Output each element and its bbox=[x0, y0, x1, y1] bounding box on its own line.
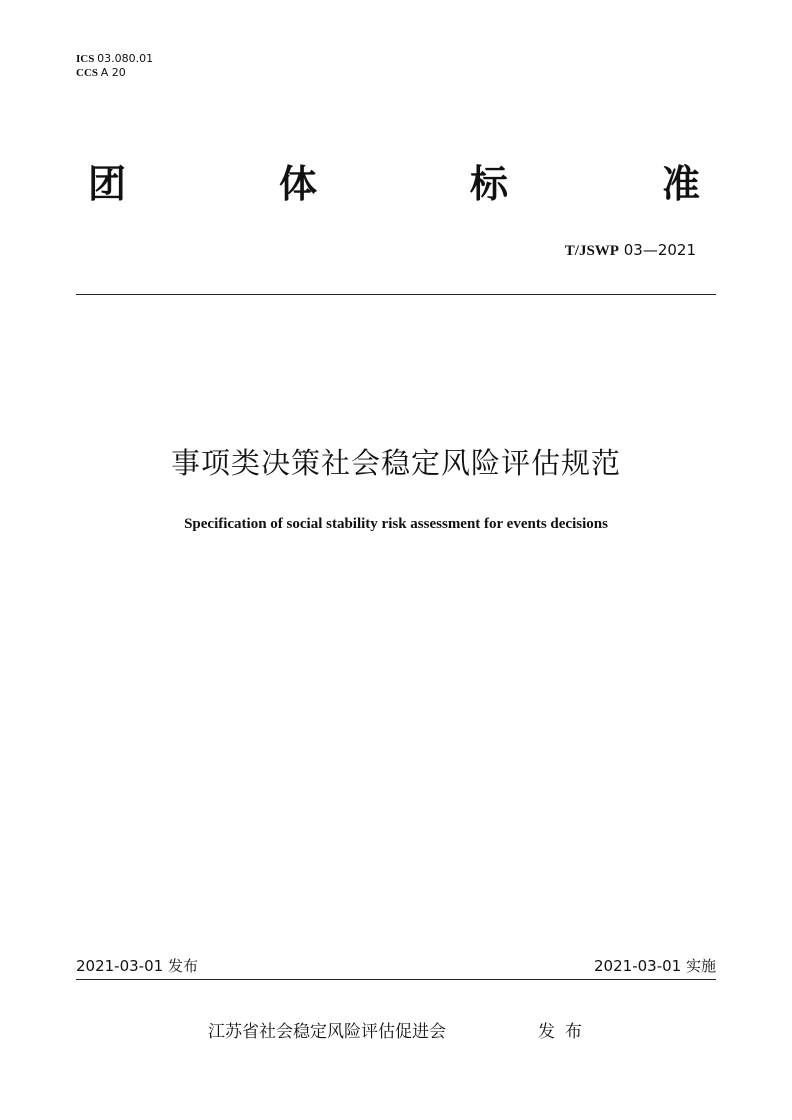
issue-word: 发布 bbox=[538, 1022, 592, 1042]
standard-number-prefix: T/JSWP bbox=[564, 243, 619, 259]
standard-number-value: 03—2021 bbox=[623, 241, 696, 259]
effective-date bbox=[594, 956, 716, 976]
standard-number bbox=[565, 240, 696, 261]
classification-codes bbox=[76, 52, 153, 80]
document-title-chinese: 事项类决策社会稳定风险评估规范 bbox=[170, 446, 621, 480]
effective-date-value: 2021-03-01 bbox=[594, 957, 682, 975]
header-divider bbox=[76, 294, 716, 295]
ics-line bbox=[76, 52, 153, 66]
ccs-line bbox=[76, 66, 153, 80]
ccs-label: CCS bbox=[76, 67, 99, 79]
ics-label: ICS bbox=[76, 53, 95, 65]
standard-type-char-3: 标 bbox=[470, 162, 509, 206]
effective-date-label: 实施 bbox=[685, 957, 716, 975]
ccs-code: A 20 bbox=[100, 66, 126, 79]
standard-type-char-2: 体 bbox=[279, 162, 318, 206]
publish-date-label: 发布 bbox=[167, 957, 198, 975]
publish-date-value: 2021-03-01 bbox=[76, 957, 164, 975]
standard-type-char-1: 团 bbox=[88, 162, 127, 206]
standard-type-char-4: 准 bbox=[662, 162, 701, 206]
document-title-english: Specification of social stability risk assessment for events decisions bbox=[184, 516, 608, 532]
ics-code: 03.080.01 bbox=[97, 52, 154, 65]
issuing-organization: 江苏省社会稳定风险评估促进会 bbox=[208, 1022, 446, 1042]
footer-divider bbox=[76, 979, 716, 980]
publish-date bbox=[76, 956, 198, 976]
